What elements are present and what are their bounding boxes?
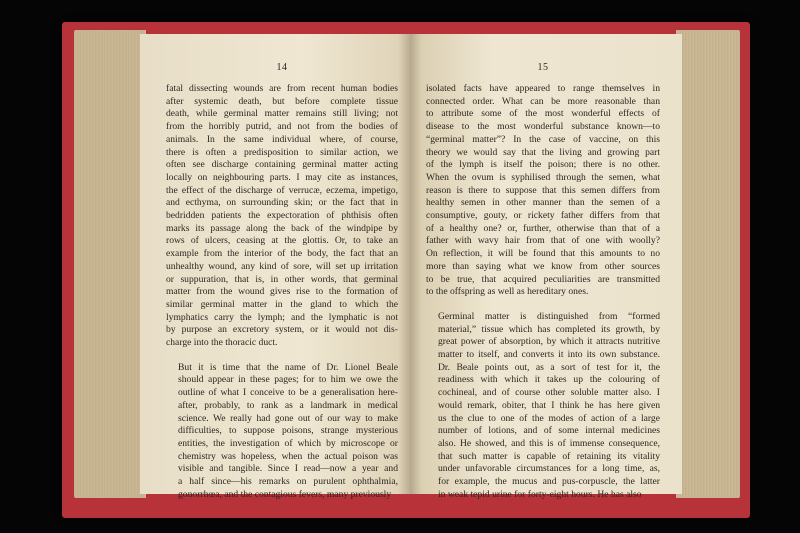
paragraph xyxy=(166,362,398,502)
text-line: should appear in these pages; for to him we owe the xyxy=(178,374,398,386)
right-page-edges xyxy=(676,30,740,498)
text-line: would remark, obiter, that I think he has here given xyxy=(438,399,660,411)
text-line: But it is time that the name of Dr. Lionel Beale xyxy=(178,361,398,373)
text-line: theory we would say that the living and growing part xyxy=(426,146,660,158)
paragraph xyxy=(166,83,398,350)
text-line: number of lotions, and of some internal medicines xyxy=(438,425,660,437)
text-line: connected order. What can be more reasonable than xyxy=(426,95,660,107)
text-line: to the offspring as well as hereditary ones. xyxy=(426,286,589,298)
text-line: consumptive, gouty, or rickety father differs from that xyxy=(426,210,660,222)
text-line: matter from the wound gives rise to the formation of xyxy=(166,286,398,298)
text-line: for example, the mucus and pus-corpuscle, the latter xyxy=(438,476,660,488)
page-number: 15 xyxy=(537,62,549,73)
text-line: unhealthy wound, any kind of sore, will set up irritation xyxy=(166,260,398,272)
text-line: marks its passage along the back of the windpipe by xyxy=(166,222,398,234)
text-line: often see discharge containing germinal matter acting xyxy=(166,159,398,171)
text-line: to be true, that acquired peculiarities are transmitted xyxy=(426,273,660,285)
text-line: from the horribly putrid, and not from the bodies of xyxy=(166,121,398,133)
text-line: similar germinal matter in the gland to which the xyxy=(166,298,398,310)
book-gutter xyxy=(398,34,422,494)
text-line: cochineal, and of course other soluble matter also. I xyxy=(438,387,660,399)
right-page xyxy=(410,34,682,500)
paragraph xyxy=(426,311,660,502)
text-line: entities, the investigation of which by microscope or xyxy=(178,437,398,449)
text-line: science. We really had gone out of our way to make xyxy=(178,412,398,424)
text-line: of the lymph is itself the poison; there is no other. xyxy=(426,159,660,171)
text-line: readiness with which it takes up the colouring of xyxy=(438,374,660,386)
text-line: animals. In the same individual where, of course, xyxy=(166,133,398,145)
text-line: matter to itself, and converts it into its own substance. xyxy=(438,349,660,361)
text-line: Germinal matter is distinguished from “formed xyxy=(438,310,660,322)
text-line: disease to the most wonderful substance known—to xyxy=(426,121,660,133)
text-line: When the ovum is syphilised through the semen, what xyxy=(426,171,660,183)
text-line: after systemic death, but before complete tissue xyxy=(166,95,398,107)
text-line: example from the interior of the body, the fact that an xyxy=(166,248,398,260)
left-page xyxy=(140,34,410,500)
text-line: death, while germinal matter remains still living; not xyxy=(166,108,398,120)
text-line: father with wavy hair from that of one with woolly? xyxy=(426,235,660,247)
text-line: bedridden patients the expectoration of phthisis often xyxy=(166,210,398,222)
text-line: to attribute some of the most wonderful effects of xyxy=(426,108,660,120)
text-line: outline of what I conceive to be a generalisation here- xyxy=(178,387,398,399)
text-line: that such matter is capable of retaining its vitality xyxy=(438,450,660,462)
text-line: more than saying what we know from other sources xyxy=(426,260,660,272)
paragraph xyxy=(426,83,660,299)
text-line: charge into the thoracic duct. xyxy=(166,337,278,349)
text-line: under unfavorable circumstances for a long time, as, xyxy=(438,463,660,475)
text-line: there is often a predisposition to similar action, we xyxy=(166,146,398,158)
text-line: in weak tepid urine for forty-eight hours. He has also xyxy=(438,488,642,500)
text-line: Dr. Beale points out, as a sort of test for it, the xyxy=(438,361,660,373)
text-line: visible and tangible. Since I read—now a year and xyxy=(178,463,398,475)
text-line: us the clue to one of the modes of action of a large xyxy=(438,412,660,424)
text-line: by purpose an excretory system, or it would not dis- xyxy=(166,324,398,336)
text-line: lymphatics carry the lymph; and the lymphatic is not xyxy=(166,311,398,323)
text-line: On reflection, it will be found that this amounts to no xyxy=(426,248,660,260)
text-line: isolated facts have appeared to range themselves in xyxy=(426,83,660,94)
text-line: or suppuration, that is, in other words, that germinal xyxy=(166,273,398,285)
text-line: chemistry was hopeless, when the actual poison was xyxy=(178,450,398,462)
text-line: of a healthy one? or, further, otherwise than that of a xyxy=(426,222,660,234)
text-line: locally on neighbouring parts. I may cite as instances, xyxy=(166,171,398,183)
text-line: great power of absorption, by which it attracts nutritive xyxy=(438,336,660,348)
text-line: a half since—his remarks on purulent ophthalmia, xyxy=(178,476,398,488)
text-line: rows of ulcers, ceasing at the glottis. Or, to take an xyxy=(166,235,398,247)
text-line: and ecthyma, on surrounding skin; or the fact that in xyxy=(166,197,398,209)
text-line: gonorrhœa, and the contagious fevers, many previously xyxy=(178,488,392,500)
left-page-edges xyxy=(74,30,146,498)
text-line: material,” tissue which has completed its growth, by xyxy=(438,323,660,335)
page-number: 14 xyxy=(276,62,288,73)
text-line: after, probably, to rank as a landmark in medical xyxy=(178,399,398,411)
text-line: the effect of the discharge of verrucæ, eczema, impetigo, xyxy=(166,184,398,196)
text-line: reason is there to suppose that this semen differs from xyxy=(426,184,660,196)
text-line: fatal dissecting wounds are from recent human bodies xyxy=(166,83,398,94)
text-line: healthy semen in other manner than the semen of a xyxy=(426,197,660,209)
text-line: “germinal matter”? In the case of vaccine, on this xyxy=(426,133,660,145)
text-line: also. He showed, and this is of immense consequence, xyxy=(438,437,660,449)
text-line: difficulties, to suppose poisons, strange mysterious xyxy=(178,425,398,437)
